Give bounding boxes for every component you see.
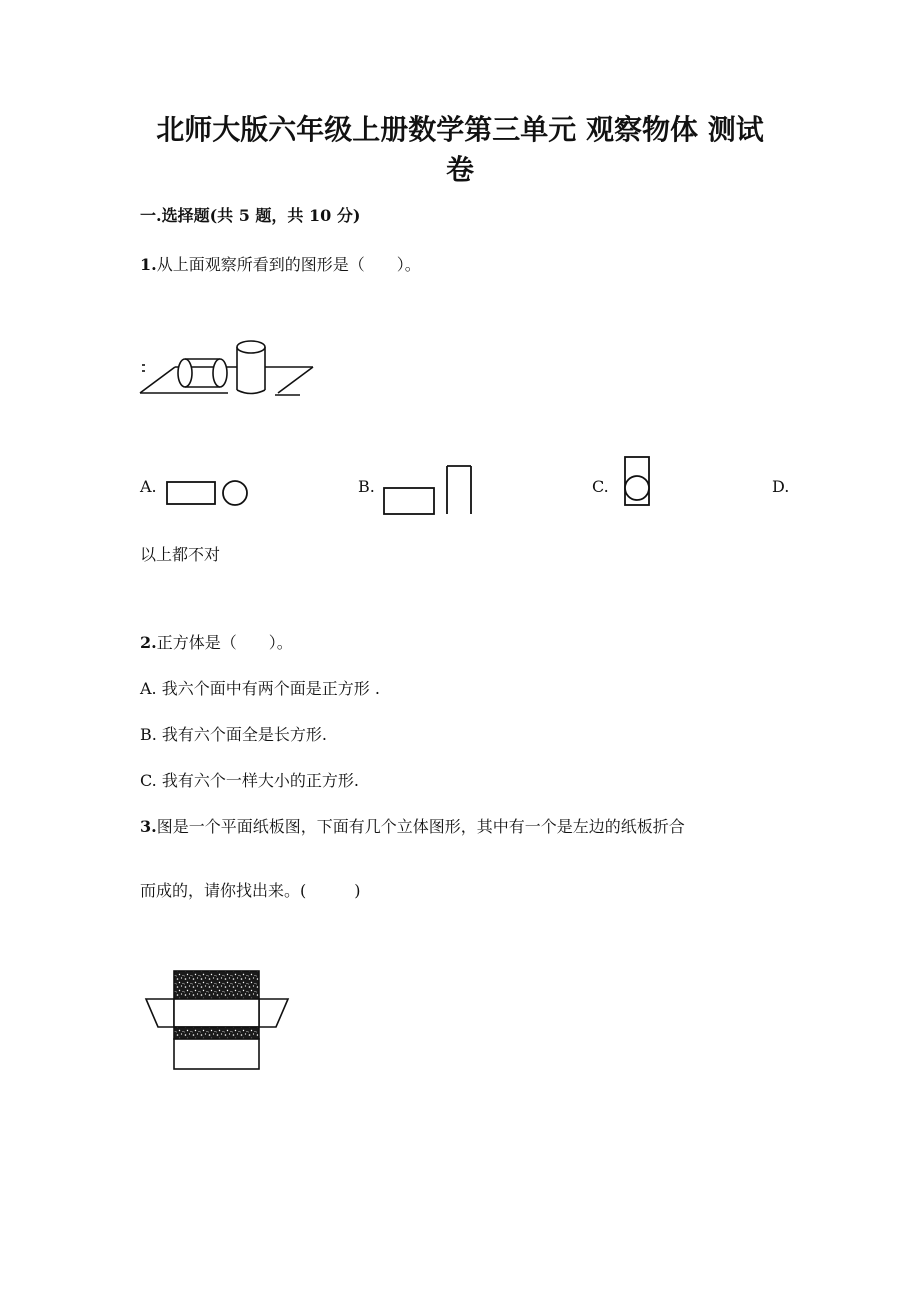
question-3-text-line-2: 而成的，请你找出来。( )	[140, 881, 361, 900]
question-1-option-d-label: D.	[772, 477, 790, 496]
question-1-option-a-label: A.	[140, 477, 157, 496]
question-2	[140, 632, 293, 654]
question-1-option-d-text: 以上都不对	[140, 545, 221, 564]
section-heading: 一.选择题(共 5 题，共 10 分)	[140, 206, 361, 225]
question-2-option-b: B. 我有六个面全是长方形.	[140, 725, 328, 744]
question-1-text: 从上面观察所看到的图形是（ ）。	[156, 255, 421, 274]
question-2-text: 正方体是（ ）。	[156, 633, 293, 652]
question-3-text-line-1: 图是一个平面纸板图，下面有几个立体图形，其中有一个是左边的纸板折合	[156, 817, 685, 836]
question-1-option-a-figure	[166, 478, 250, 508]
question-1	[140, 254, 421, 276]
question-1-option-c-label: C.	[592, 477, 609, 496]
question-1-option-b-figure	[383, 464, 475, 518]
question-2-option-a: A. 我六个面中有两个面是正方形 .	[140, 679, 380, 698]
question-2-number: 2.	[140, 633, 157, 652]
question-1-option-c-figure	[623, 455, 653, 509]
question-3-number: 3.	[140, 817, 157, 836]
question-1-number: 1.	[140, 255, 157, 274]
question-1-scene-figure	[138, 335, 323, 400]
page-title-line-2: 卷	[445, 153, 474, 186]
page-title-line-1: 北师大版六年级上册数学第三单元 观察物体 测试	[156, 113, 764, 146]
question-3-net-figure	[144, 969, 292, 1073]
question-2-option-c: C. 我有六个一样大小的正方形.	[140, 771, 359, 790]
question-3	[140, 816, 685, 838]
question-1-option-b-label: B.	[358, 477, 375, 496]
